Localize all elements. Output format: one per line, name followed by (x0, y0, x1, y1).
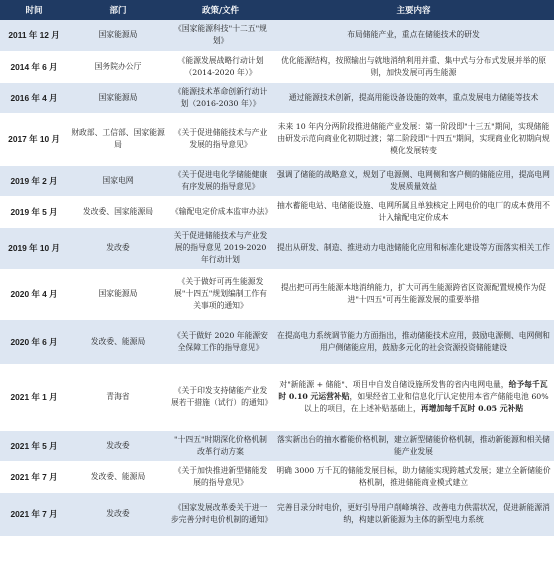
cell-time: 2021 年 7 月 (0, 461, 68, 492)
cell-dept: 发改委、能源局 (68, 319, 168, 364)
cell-time: 2014 年 6 月 (0, 51, 68, 82)
cell-dept: 发改委 (68, 430, 168, 461)
cell-dept: 国务院办公厅 (68, 51, 168, 82)
table-row (0, 165, 554, 196)
cell-content: 通过能源技术创新，提高用能设备设施的效率，重点发展电力储能等技术 (273, 82, 554, 113)
cell-doc: "十四五"时期深化价格机制改革行动方案 (168, 430, 273, 461)
cell-time: 2021 年 7 月 (0, 492, 68, 536)
cell-time: 2021 年 1 月 (0, 364, 68, 430)
cell-content: 优化能源结构，按照输出与就地消纳利用并重、集中式与分布式发展并举的原则，加快发展可再生能源 (273, 51, 554, 82)
cell-content: 未来 10 年内分两阶段推进储能产业发展：第一阶段即"十三五"期间，实现储能由研发示范向商业化初期过渡；第二阶段即"十四五"期间，实现商业化初期向规模化发展转变 (273, 113, 554, 165)
cell-content: 提出从研发、制造、推进动力电池储能化应用和标准化建设等方面落实相关工作 (273, 227, 554, 269)
cell-content: 在提高电力系统调节能力方面指出，推动储能技术应用，鼓励电源侧、电网侧和用户侧储能应用，鼓励多元化的社会资源投资储能建设 (273, 319, 554, 364)
cell-time: 2021 年 5 月 (0, 430, 68, 461)
table-row (0, 82, 554, 113)
header-time: 时间 (0, 0, 68, 20)
cell-time: 2016 年 4 月 (0, 82, 68, 113)
table-row (0, 113, 554, 165)
cell-doc: 《关于促进电化学储能健康有序发展的指导意见》 (168, 165, 273, 196)
cell-doc: 《关于加快推进新型储能发展的指导意见》 (168, 461, 273, 492)
table-row (0, 430, 554, 461)
subsidy-highlight: 再增加每千瓦时 0.05 元补贴 (420, 404, 524, 413)
cell-dept: 财政部、工信部、国家能源局 (68, 113, 168, 165)
cell-doc: 《输配电定价成本监审办法》 (168, 196, 273, 227)
cell-time: 2017 年 10 月 (0, 113, 68, 165)
table-row (0, 319, 554, 364)
header-row (0, 0, 554, 20)
cell-dept: 发改委、能源局 (68, 461, 168, 492)
table-row (0, 461, 554, 492)
table-row (0, 227, 554, 269)
cell-time: 2019 年 5 月 (0, 196, 68, 227)
cell-doc: 《关于印发支持储能产业发展若干措施（试行）的通知》 (168, 364, 273, 430)
cell-time: 2020 年 4 月 (0, 269, 68, 319)
cell-time: 2011 年 12 月 (0, 20, 68, 51)
cell-dept: 国家能源局 (68, 20, 168, 51)
cell-time: 2019 年 2 月 (0, 165, 68, 196)
cell-time: 2020 年 6 月 (0, 319, 68, 364)
content-part: ，如果经省工业和信息化厅认定使用本省产储能电池 60%以上的项目，在上述补贴基础上， (303, 392, 549, 413)
cell-dept: 国家电网 (68, 165, 168, 196)
table-row (0, 20, 554, 51)
table-row (0, 492, 554, 536)
cell-content: 提出把可再生能源本地消纳能力，扩大可再生能源跨省区资源配置规模作为促进"十四五"可再生能源发展的重要举措 (273, 269, 554, 319)
cell-content (273, 364, 554, 430)
header-dept: 部门 (68, 0, 168, 20)
table-row (0, 364, 554, 430)
cell-doc: 《能源技术革命创新行动计划（2016-2030 年）》 (168, 82, 273, 113)
subsidy-highlight: 给予每千瓦时 0.10 元运营补贴 (278, 380, 548, 401)
cell-time: 2019 年 10 月 (0, 227, 68, 269)
cell-doc: 《国家发展改革委关于进一步完善分时电价机制的通知》 (168, 492, 273, 536)
cell-dept: 发改委 (68, 227, 168, 269)
cell-content: 落实新出台的抽水蓄能价格机制，建立新型储能价格机制，推动新能源和相关储能产业发展 (273, 430, 554, 461)
cell-dept: 国家能源局 (68, 82, 168, 113)
cell-doc: 《关于做好 2020 年能源安全保障工作的指导意见》 (168, 319, 273, 364)
cell-doc: 《关于促进储能技术与产业发展的指导意见》 (168, 113, 273, 165)
cell-dept: 发改委、国家能源局 (68, 196, 168, 227)
cell-content: 抽水蓄能电站、电储能设施、电网所属且单独核定上网电价的电厂的成本费用不计入输配电定价成本 (273, 196, 554, 227)
cell-content: 完善目录分时电价，更好引导用户削峰填谷、改善电力供需状况，促进新能源消纳，构建以新能源为主体的新型电力系统 (273, 492, 554, 536)
cell-doc: 《关于做好可再生能源发展"十四五"规划编制工作有关事项的通知》 (168, 269, 273, 319)
cell-content: 布局储能产业，重点在储能技术的研发 (273, 20, 554, 51)
content-part: 对"新能源 + 储能"、项目中自发自储设施所发售的省内电网电量， (279, 380, 509, 389)
cell-dept: 国家能源局 (68, 269, 168, 319)
cell-doc: 《国家能源科技"十二五"规划》 (168, 20, 273, 51)
cell-doc: 关于促进储能技术与产业发展的指导意见 2019-2020 年行动计划 (168, 227, 273, 269)
cell-dept: 青海省 (68, 364, 168, 430)
table-row (0, 51, 554, 82)
header-content: 主要内容 (273, 0, 554, 20)
cell-content: 明确 3000 万千瓦的储能发展目标，助力储能实现跨越式发展；建立全新储能价格机制，推进储能商业模式建立 (273, 461, 554, 492)
cell-doc: 《能源发展战略行动计划（2014-2020 年）》 (168, 51, 273, 82)
table-row (0, 196, 554, 227)
table-row (0, 269, 554, 319)
cell-content: 强调了储能的战略意义，规划了电源侧、电网侧和客户侧的储能应用，提高电网发展质量效益 (273, 165, 554, 196)
cell-dept: 发改委 (68, 492, 168, 536)
header-doc: 政策/文件 (168, 0, 273, 20)
